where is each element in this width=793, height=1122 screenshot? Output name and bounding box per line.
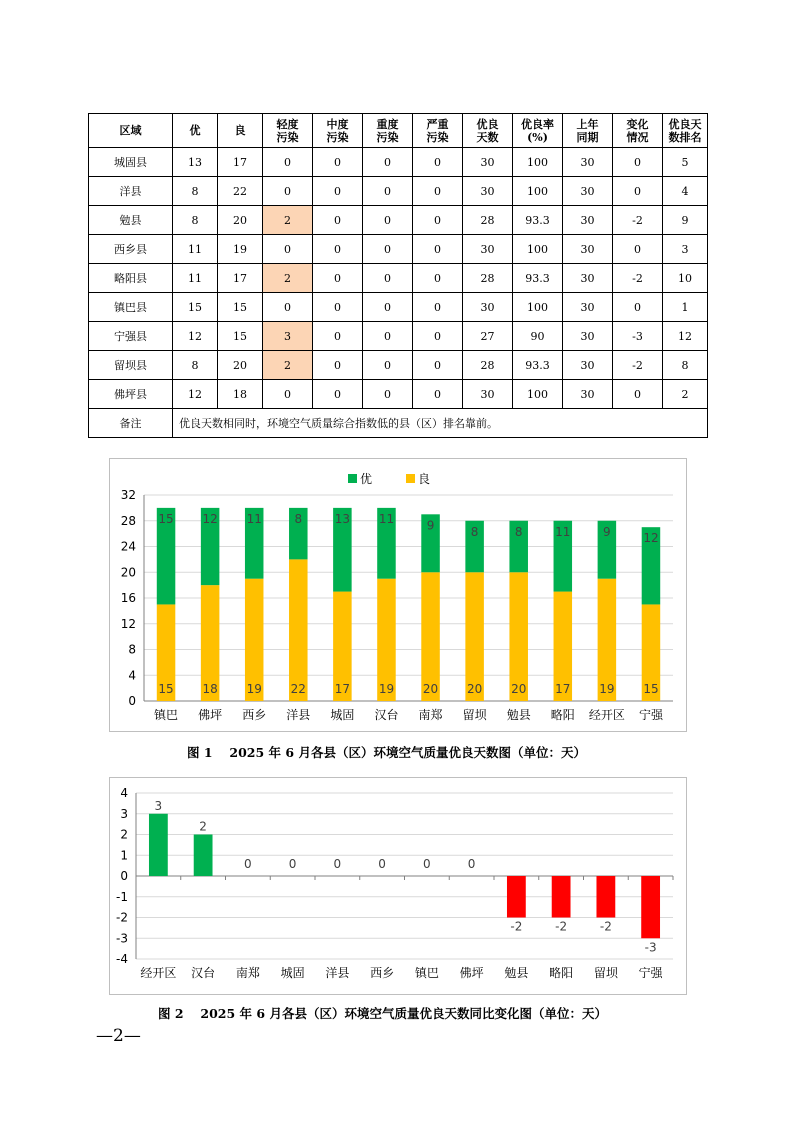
table-row: [89, 264, 708, 293]
table-cell: 0: [313, 351, 363, 380]
bar: [194, 835, 213, 877]
y-tick-label: 16: [120, 591, 136, 605]
x-tick-label: 留坝: [593, 966, 618, 980]
table-cell: 0: [363, 351, 413, 380]
x-tick-label: 汉台: [191, 966, 216, 980]
table-row: [89, 235, 708, 264]
table-cell: 90: [513, 322, 563, 351]
table-cell: 0: [413, 322, 463, 351]
table-cell: 0: [313, 293, 363, 322]
table-cell: 20: [218, 206, 263, 235]
table-cell: 0: [413, 235, 463, 264]
x-tick-label: 勉县: [504, 966, 529, 980]
data-label: 2: [199, 819, 207, 834]
table-cell: 镇巴县: [89, 293, 173, 322]
data-label: 11: [246, 511, 262, 526]
table-cell: 0: [413, 293, 463, 322]
table-cell: -2: [613, 351, 663, 380]
data-label: 0: [288, 857, 297, 871]
table-cell: 0: [413, 148, 463, 177]
table-cell: 0: [363, 235, 413, 264]
data-label: 19: [246, 682, 262, 696]
legend-label: 良: [418, 472, 431, 486]
table-cell: 0: [413, 206, 463, 235]
data-label: 0: [423, 857, 431, 871]
x-tick-label: 洋县: [286, 708, 311, 722]
table-cell: 28: [463, 351, 513, 380]
table-cell: 0: [313, 380, 363, 409]
x-tick-label: 西乡: [370, 966, 395, 980]
y-tick-label: 2: [120, 827, 128, 842]
table-cell: 15: [173, 293, 218, 322]
y-tick-label: 8: [128, 642, 136, 657]
x-tick-label: 宁强: [638, 708, 663, 722]
bar: [596, 876, 615, 918]
table-cell: 佛坪县: [89, 380, 173, 409]
figure-2-caption: 图 2 2025 年 6 月各县（区）环境空气质量优良天数同比变化图（单位：天）: [158, 1006, 607, 1021]
table-cell: 0: [263, 177, 313, 206]
data-label: -2: [555, 919, 568, 934]
data-label: 11: [555, 524, 571, 539]
table-cell: 93.3: [513, 351, 563, 380]
table-cell: 11: [173, 264, 218, 293]
data-label: -2: [510, 919, 523, 934]
table-row: [89, 322, 708, 351]
table-cell: 0: [413, 264, 463, 293]
data-label: 0: [244, 857, 252, 871]
table-cell: 0: [313, 148, 363, 177]
table-cell: 100: [513, 148, 563, 177]
table-cell: 8: [173, 206, 218, 235]
data-label: 11: [378, 511, 395, 526]
figure-1-caption: 图 1 2025 年 6 月各县（区）环境空气质量优良天数图（单位：天）: [187, 745, 586, 760]
table-cell: 30: [563, 322, 613, 351]
x-tick-label: 南郑: [235, 966, 260, 980]
table-cell: 93.3: [513, 264, 563, 293]
table-header-cell: 中度 污染: [313, 114, 363, 148]
table-cell: 9: [663, 206, 708, 235]
table-cell: 93.3: [513, 206, 563, 235]
table-cell: 2: [663, 380, 708, 409]
table-cell: 1: [663, 293, 708, 322]
table-cell: 3: [663, 235, 708, 264]
table-header-cell: 优良天 数排名: [663, 114, 708, 148]
data-label: 15: [158, 682, 174, 696]
data-label: 13: [334, 511, 351, 526]
table-cell: 22: [218, 177, 263, 206]
table-cell: 0: [363, 177, 413, 206]
x-tick-label: 略阳: [550, 708, 575, 722]
data-label: 15: [158, 511, 174, 526]
table-cell: 27: [463, 322, 513, 351]
table-cell: 0: [263, 293, 313, 322]
table-cell: 30: [563, 264, 613, 293]
table-row: [89, 177, 708, 206]
note-text: 优良天数相同时，环境空气质量综合指数低的县（区）排名靠前。: [173, 409, 708, 438]
data-label: 20: [466, 682, 483, 696]
data-label: 12: [202, 511, 218, 526]
table-cell: 100: [513, 177, 563, 206]
data-label: 9: [603, 524, 611, 539]
table-cell: 宁强县: [89, 322, 173, 351]
x-tick-label: 城固: [330, 708, 355, 722]
table-cell: 30: [563, 148, 613, 177]
data-label: 9: [426, 518, 435, 533]
table-cell: 2: [263, 351, 313, 380]
x-tick-label: 经开区: [588, 708, 625, 722]
data-label: 15: [643, 682, 659, 696]
table-cell: 8: [173, 351, 218, 380]
y-tick-label: 1: [120, 848, 128, 863]
table-header-cell: 区域: [89, 114, 173, 148]
table-cell: 30: [563, 351, 613, 380]
table-cell: 0: [613, 235, 663, 264]
table-header-cell: 重度 污染: [363, 114, 413, 148]
x-tick-label: 西乡: [242, 708, 267, 722]
data-label: 20: [422, 682, 439, 696]
y-tick-label: -2: [116, 910, 128, 925]
table-cell: 30: [463, 148, 513, 177]
chart-good-days: [109, 458, 687, 732]
table-cell: 洋县: [89, 177, 173, 206]
x-tick-label: 洋县: [325, 966, 350, 980]
x-tick-label: 经开区: [140, 966, 177, 980]
table-cell: 0: [413, 177, 463, 206]
y-tick-label: 12: [120, 616, 136, 631]
table-row: [89, 206, 708, 235]
data-label: 17: [555, 682, 571, 696]
y-tick-label: 24: [120, 539, 136, 554]
table-header-cell: 优良率 (%): [513, 114, 563, 148]
data-label: 19: [599, 682, 615, 696]
table-cell: 30: [563, 380, 613, 409]
y-tick-label: -1: [116, 889, 128, 904]
table-row: [89, 351, 708, 380]
table-cell: 12: [663, 322, 708, 351]
table-cell: 0: [363, 148, 413, 177]
table-header-cell: 良: [218, 114, 263, 148]
legend-label: 优: [360, 472, 373, 486]
table-cell: 12: [173, 322, 218, 351]
x-tick-label: 汉台: [374, 708, 399, 722]
table-cell: 3: [263, 322, 313, 351]
table-header-cell: 变化 情况: [613, 114, 663, 148]
data-label: 0: [378, 857, 386, 871]
table-header-cell: 优: [173, 114, 218, 148]
y-tick-label: 3: [120, 806, 128, 821]
x-tick-label: 镇巴: [414, 966, 439, 980]
table-cell: 18: [218, 380, 263, 409]
table-cell: 0: [263, 148, 313, 177]
air-quality-table-container: [88, 113, 707, 438]
table-row: [89, 148, 708, 177]
table-cell: 0: [363, 264, 413, 293]
table-cell: 4: [663, 177, 708, 206]
table-cell: 15: [218, 322, 263, 351]
table-cell: 12: [173, 380, 218, 409]
data-label: 8: [514, 524, 523, 539]
table-cell: 0: [363, 322, 413, 351]
table-cell: 5: [663, 148, 708, 177]
table-cell: 0: [313, 235, 363, 264]
data-label: -3: [644, 940, 657, 955]
y-tick-label: 0: [128, 694, 136, 708]
legend-swatch: [348, 474, 357, 483]
x-tick-label: 南郑: [418, 708, 443, 722]
chart-yoy-change-svg: [110, 778, 686, 994]
table-cell: 100: [513, 380, 563, 409]
bar-segment-良: [289, 559, 308, 701]
data-label: 8: [294, 511, 303, 526]
y-tick-label: 4: [128, 668, 136, 683]
data-label: 22: [290, 682, 306, 696]
table-cell: 0: [313, 177, 363, 206]
table-cell: 15: [218, 293, 263, 322]
table-cell: 30: [563, 177, 613, 206]
table-cell: 0: [263, 235, 313, 264]
table-cell: 20: [218, 351, 263, 380]
table-cell: 28: [463, 206, 513, 235]
table-row: [89, 380, 708, 409]
bar: [149, 814, 168, 876]
table-cell: -3: [613, 322, 663, 351]
x-tick-label: 佛坪: [198, 708, 223, 722]
data-label: 20: [511, 682, 527, 696]
y-tick-label: 28: [120, 513, 136, 528]
legend-swatch: [406, 474, 415, 483]
table-cell: 0: [613, 380, 663, 409]
x-tick-label: 佛坪: [459, 966, 484, 980]
chart-good-days-svg: [110, 459, 686, 731]
data-label: 0: [333, 857, 342, 871]
data-label: 8: [470, 524, 479, 539]
table-cell: 2: [263, 264, 313, 293]
x-tick-label: 宁强: [638, 966, 663, 980]
table-cell: 17: [218, 264, 263, 293]
table-cell: 30: [463, 380, 513, 409]
table-cell: 2: [263, 206, 313, 235]
table-header-cell: 轻度 污染: [263, 114, 313, 148]
table-header-cell: 严重 污染: [413, 114, 463, 148]
table-cell: 10: [663, 264, 708, 293]
table-cell: 0: [363, 206, 413, 235]
table-cell: 0: [363, 380, 413, 409]
table-cell: 0: [313, 264, 363, 293]
table-cell: 17: [218, 148, 263, 177]
table-note-row: [89, 409, 708, 438]
table-cell: 勉县: [89, 206, 173, 235]
table-cell: -2: [613, 206, 663, 235]
table-body: [89, 148, 708, 438]
y-tick-label: -4: [116, 952, 128, 966]
table-cell: 30: [463, 177, 513, 206]
table-row: [89, 293, 708, 322]
table-cell: 13: [173, 148, 218, 177]
bar: [552, 876, 571, 918]
data-label: 0: [467, 857, 476, 871]
y-tick-label: 20: [120, 565, 136, 580]
table-cell: 30: [463, 235, 513, 264]
data-label: 18: [202, 682, 218, 696]
chart-yoy-change: [109, 777, 687, 995]
data-label: 17: [334, 682, 351, 696]
table-cell: 0: [313, 206, 363, 235]
table-cell: 留坝县: [89, 351, 173, 380]
data-label: 19: [378, 682, 395, 696]
table-cell: 100: [513, 293, 563, 322]
table-cell: 0: [313, 322, 363, 351]
table-cell: 8: [173, 177, 218, 206]
y-tick-label: 4: [120, 786, 128, 800]
note-label: 备注: [89, 409, 173, 438]
x-tick-label: 略阳: [549, 966, 574, 980]
bar: [641, 876, 660, 938]
table-header-row: [89, 114, 708, 148]
table-cell: 0: [413, 380, 463, 409]
table-cell: 0: [413, 351, 463, 380]
y-tick-label: -3: [116, 931, 128, 946]
table-cell: 8: [663, 351, 708, 380]
table-cell: 略阳县: [89, 264, 173, 293]
air-quality-table: [88, 113, 708, 438]
table-cell: 30: [463, 293, 513, 322]
x-tick-label: 镇巴: [154, 708, 179, 722]
table-cell: 30: [563, 235, 613, 264]
table-cell: 0: [363, 293, 413, 322]
data-label: 3: [154, 798, 163, 813]
table-cell: 11: [173, 235, 218, 264]
table-cell: -2: [613, 264, 663, 293]
x-tick-label: 勉县: [506, 708, 531, 722]
table-cell: 城固县: [89, 148, 173, 177]
x-tick-label: 城固: [280, 966, 305, 980]
y-tick-label: 32: [120, 488, 136, 502]
table-cell: 30: [563, 293, 613, 322]
table-cell: 100: [513, 235, 563, 264]
table-header-cell: 优良 天数: [463, 114, 513, 148]
data-label: -2: [599, 919, 612, 934]
table-header-cell: 上年 同期: [563, 114, 613, 148]
data-label: 12: [643, 531, 659, 546]
table-cell: 30: [563, 206, 613, 235]
y-tick-label: 0: [120, 869, 128, 883]
x-tick-label: 留坝: [462, 708, 487, 722]
table-cell: 19: [218, 235, 263, 264]
table-cell: 0: [263, 380, 313, 409]
table-cell: 0: [613, 148, 663, 177]
table-cell: 0: [613, 293, 663, 322]
table-cell: 西乡县: [89, 235, 173, 264]
bar: [507, 876, 526, 918]
table-cell: 0: [613, 177, 663, 206]
table-cell: 28: [463, 264, 513, 293]
page-number: —2—: [96, 1026, 141, 1046]
